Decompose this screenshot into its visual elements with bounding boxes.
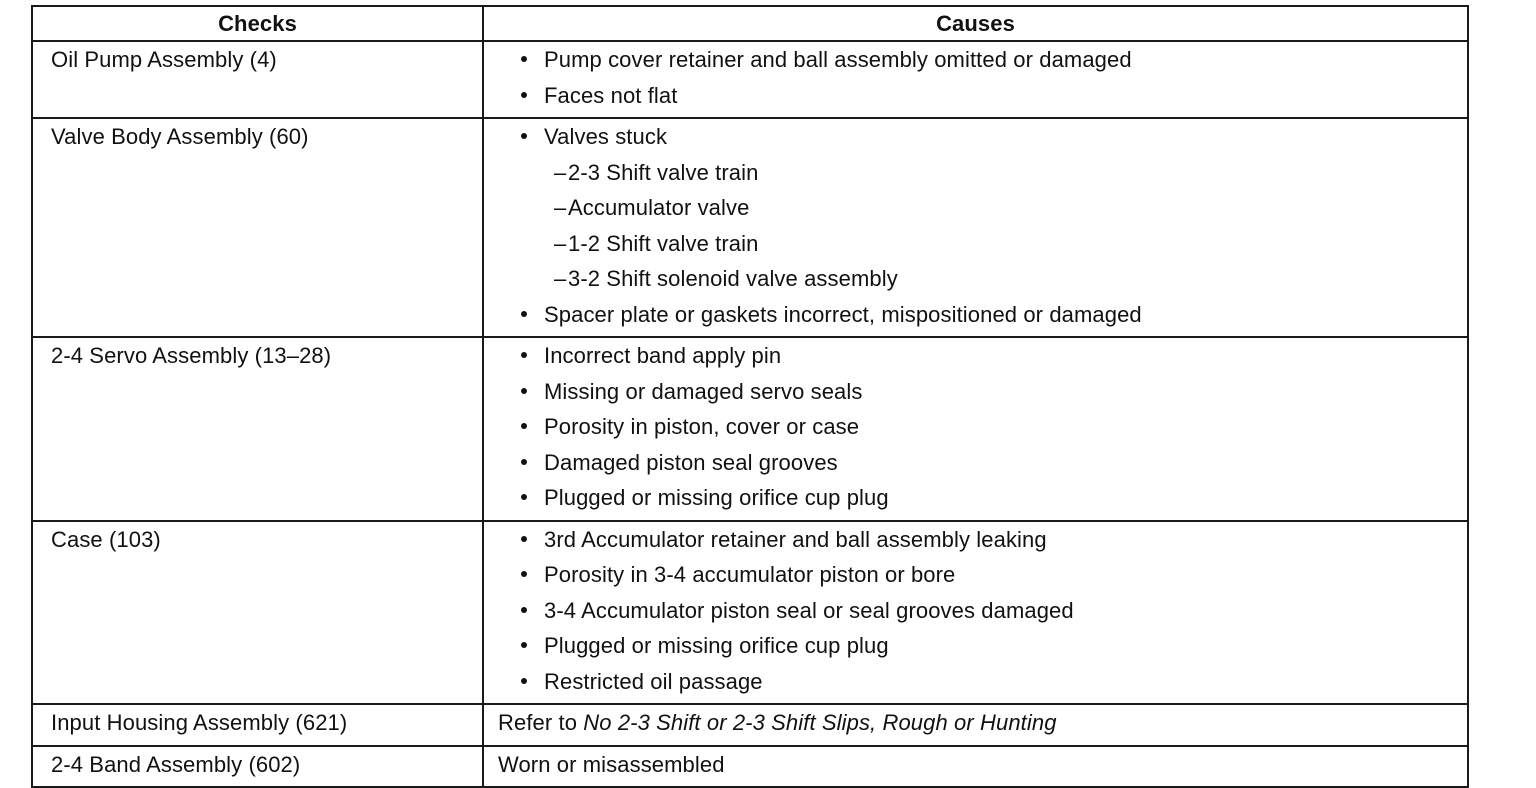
cause-text: Accumulator valve (568, 195, 750, 220)
bullet-icon (521, 92, 527, 98)
cause-text: Refer to (498, 710, 584, 735)
check-cell: Input Housing Assembly (621) (32, 704, 483, 746)
table-row (32, 704, 1468, 746)
bullet-icon (521, 607, 527, 613)
cause-text: 2-3 Shift valve train (568, 159, 759, 185)
cause-text: Plugged or missing orifice cup plug (544, 633, 889, 658)
dash-icon: – (554, 266, 567, 291)
bullet-icon (521, 536, 527, 542)
cause-text: Incorrect band apply pin (544, 343, 782, 368)
cause-text: 3-4 Accumulator piston seal or seal grooves damaged (544, 597, 1074, 623)
bullet-icon (521, 571, 527, 577)
check-cell: Valve Body Assembly (60) (32, 118, 483, 337)
check-cell: Case (103) (32, 521, 483, 705)
cause-item (484, 630, 1467, 666)
cause-item (484, 524, 1467, 560)
bullet-icon (521, 642, 527, 648)
cause-item (484, 595, 1467, 631)
cause-text: Faces not flat (544, 82, 678, 108)
cause-reference: No 2-3 Shift or 2-3 Shift Slips, Rough or Hunting (583, 710, 1057, 735)
causes-cell (483, 41, 1468, 118)
cause-text: Spacer plate or gaskets incorrect, mispositioned or damaged (544, 301, 1142, 327)
causes-cell (483, 746, 1468, 788)
header-row (32, 6, 1468, 41)
cause-item (484, 749, 1467, 785)
table-body (32, 41, 1468, 787)
causes-cell (483, 118, 1468, 337)
bullet-icon (521, 56, 527, 62)
cause-text: 3-2 Shift solenoid valve assembly (568, 266, 898, 291)
cause-text: Restricted oil passage (544, 668, 763, 694)
dash-icon: – (554, 195, 567, 220)
cause-text: Porosity in piston, cover or case (544, 414, 860, 439)
cause-item (484, 192, 1467, 228)
bullet-icon (521, 352, 527, 358)
cause-text: Plugged or missing orifice cup plug (544, 485, 889, 510)
cause-item (484, 228, 1467, 264)
header-checks: Checks (32, 6, 483, 41)
cause-item (484, 376, 1467, 412)
table-row (32, 41, 1468, 118)
cause-item (484, 44, 1467, 80)
cause-text: Damaged piston seal grooves (544, 449, 838, 475)
diagnosis-table (31, 5, 1469, 788)
check-cell: 2-4 Servo Assembly (13–28) (32, 337, 483, 521)
table-row (32, 521, 1468, 705)
cause-text: 1-2 Shift valve train (568, 230, 759, 256)
cause-text: 3rd Accumulator retainer and ball assembly leaking (544, 526, 1047, 552)
cause-item (484, 447, 1467, 483)
dash-icon: – (554, 159, 567, 185)
bullet-icon (521, 459, 527, 465)
cause-text: Pump cover retainer and ball assembly omitted or damaged (544, 47, 1132, 72)
check-cell: 2-4 Band Assembly (602) (32, 746, 483, 788)
cause-text: Missing or damaged servo seals (544, 378, 863, 404)
causes-cell (483, 521, 1468, 705)
cause-item (484, 482, 1467, 518)
cause-item (484, 157, 1467, 193)
dash-icon: – (554, 230, 567, 256)
header-causes: Causes (483, 6, 1468, 41)
bullet-icon (521, 133, 527, 139)
cause-item (484, 80, 1467, 116)
table-row (32, 746, 1468, 788)
bullet-icon (521, 494, 527, 500)
bullet-icon (521, 388, 527, 394)
cause-item (484, 263, 1467, 299)
cause-item (484, 340, 1467, 376)
cause-item (484, 666, 1467, 702)
table-row (32, 118, 1468, 337)
cause-text: Porosity in 3-4 accumulator piston or bore (544, 562, 956, 587)
bullet-icon (521, 311, 527, 317)
causes-cell (483, 704, 1468, 746)
causes-cell (483, 337, 1468, 521)
bullet-icon (521, 678, 527, 684)
cause-item (484, 411, 1467, 447)
bullet-icon (521, 423, 527, 429)
cause-item (484, 707, 1467, 743)
cause-item (484, 299, 1467, 335)
table-row (32, 337, 1468, 521)
cause-item (484, 559, 1467, 595)
check-cell: Oil Pump Assembly (4) (32, 41, 483, 118)
cause-text: Valves stuck (544, 124, 668, 149)
cause-text: Worn or misassembled (498, 751, 725, 777)
cause-item (484, 121, 1467, 157)
